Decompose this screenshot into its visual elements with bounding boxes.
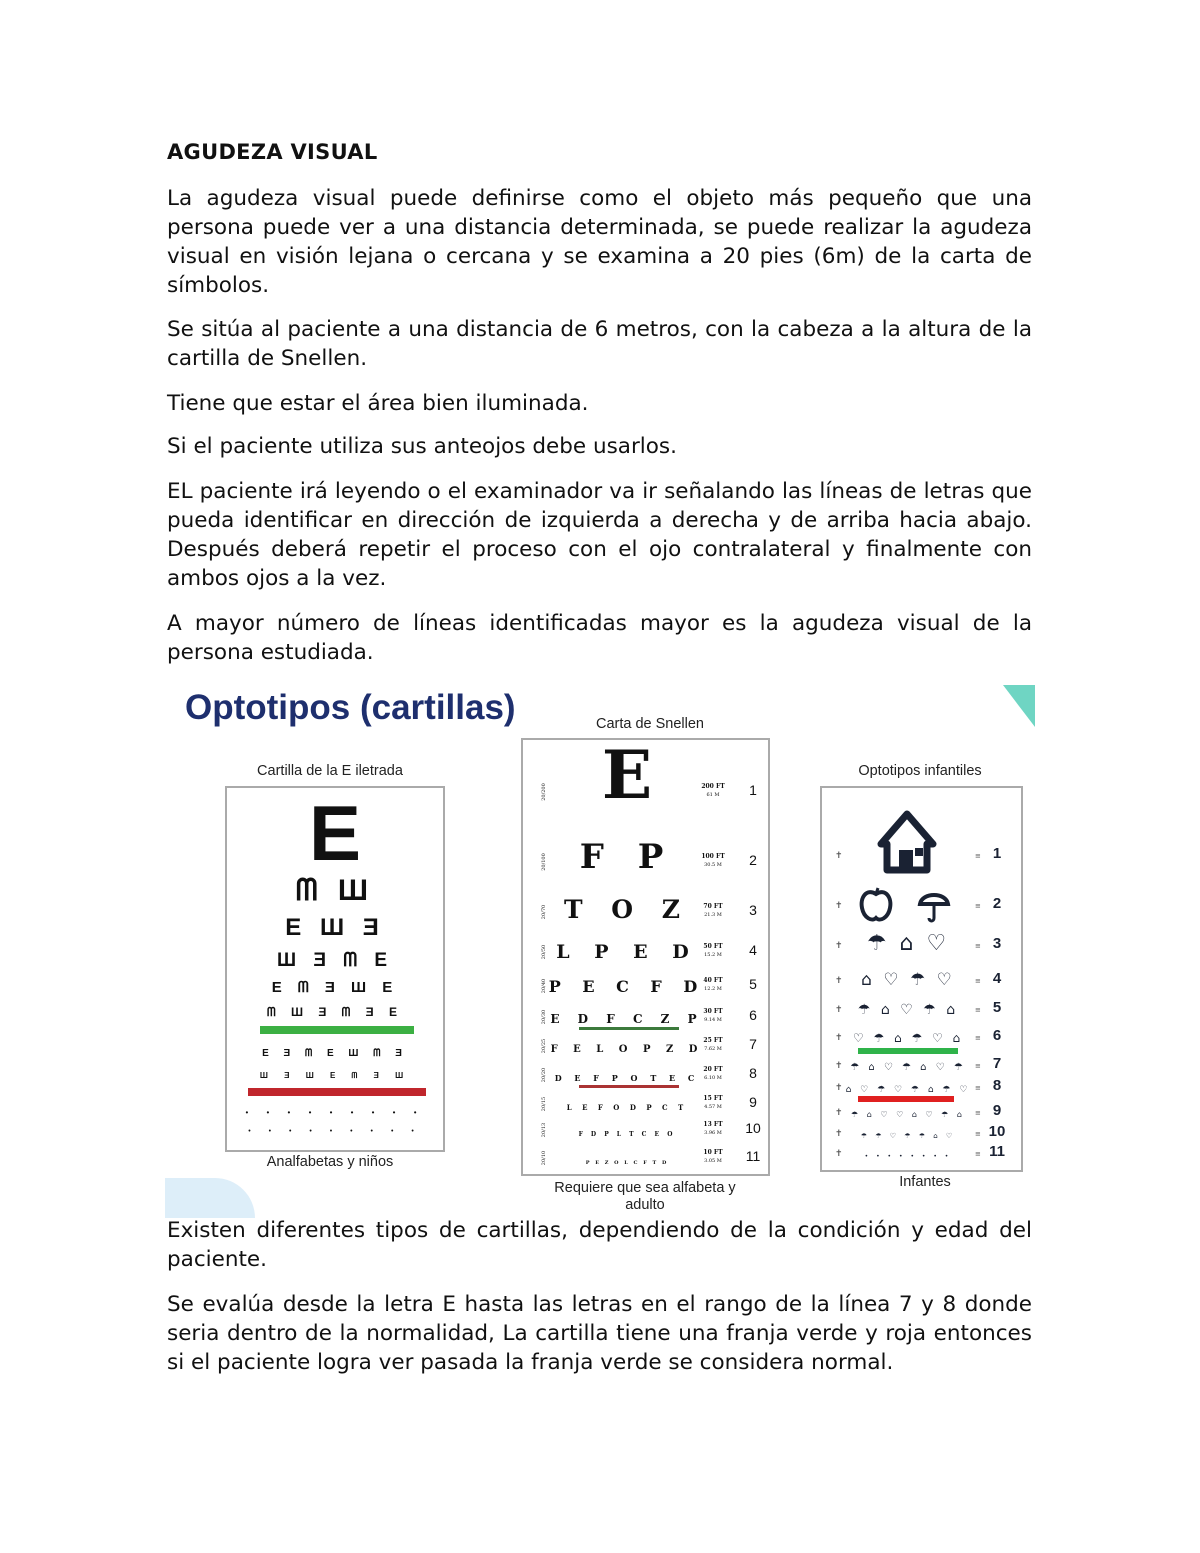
snellen-graphic (523, 740, 768, 1174)
snellen-row-letters: L E F O D P C T (566, 1103, 688, 1112)
snellen-row-feet: 30 FT (703, 1008, 723, 1015)
snellen-row-meters: 61 M (706, 792, 720, 798)
snellen-row-number: 9 (749, 1094, 757, 1110)
snellen-row-ratio: 20/100 (541, 853, 547, 871)
infantil-row-tick: ≡ (975, 852, 981, 860)
infantil-row-number: 9 (992, 1102, 1002, 1119)
snellen-row-ratio: 20/13 (541, 1122, 547, 1138)
infantil-row-symbols: ⌂ ♡ ☂ ♡ (861, 970, 955, 990)
e-chart-red-band (248, 1088, 426, 1096)
infantil-row-number: 7 (992, 1055, 1002, 1072)
infantil-row-tick: ≡ (975, 1062, 981, 1070)
snellen-row-number: 8 (749, 1065, 757, 1081)
e-chart-row-9: • • • • • • • • • (245, 1108, 425, 1117)
infantil-row-marker: ✝ (835, 1033, 843, 1043)
infantil-row-tick: ≡ (975, 942, 981, 950)
infantil-row-tick: ≡ (975, 977, 981, 985)
snellen-row-letters: P E C F D (548, 977, 706, 996)
snellen-row-number: 2 (749, 852, 757, 868)
e-chart-row-4: Ш Ǝ ᗰ E (277, 950, 393, 971)
infantil-row-marker: ✝ (835, 1061, 843, 1071)
infantil-row-number: 3 (992, 935, 1002, 952)
snellen-row-number: 7 (749, 1036, 757, 1052)
umbrella-icon (920, 895, 948, 921)
paragraph: La agudeza visual puede definirse como el objeto más pequeño que una persona puede ver a una distancia determinada, se puede realizar la agudeza visual en visión lejana o cercana y se examina a 20 pies (6m) de la carta de símbolos. (167, 186, 1032, 298)
snellen-chart (521, 738, 770, 1176)
infantil-row-marker: ✝ (835, 1149, 843, 1159)
snellen-row-feet: 200 FT (701, 783, 725, 790)
infantil-row-number: 6 (992, 1027, 1002, 1044)
decorative-blob (165, 1178, 255, 1218)
house-icon (881, 814, 933, 870)
snellen-row-letters: D E F P O T E C (554, 1073, 700, 1083)
snellen-row-meters: 3.96 M (704, 1130, 722, 1136)
snellen-row-ratio: 20/40 (541, 978, 547, 994)
infantil-row-marker: ✝ (835, 1108, 843, 1118)
infantil-row-marker: ✝ (835, 1005, 843, 1015)
snellen-row-letters: E D F C Z P (550, 1012, 704, 1026)
infantil-row-number: 10 (988, 1123, 1006, 1140)
e-chart-row-5: E ᗰ Ǝ Ш E (271, 979, 399, 996)
snellen-row-ratio: 20/20 (541, 1067, 547, 1083)
e-chart-caption-top: Cartilla de la E iletrada (257, 763, 403, 779)
snellen-row-meters: 12.2 M (704, 986, 722, 992)
e-chart-caption-bottom: Analfabetas y niños (266, 1154, 394, 1170)
paragraph: A mayor número de líneas identificadas mayor es la agudeza visual de la persona estudiada. (167, 611, 1032, 665)
snellen-row-letters: F P (579, 837, 675, 877)
snellen-row-number: 4 (749, 942, 757, 958)
snellen-row-number: 1 (749, 782, 757, 798)
e-chart-row-2: ᗰ Ш (295, 874, 375, 907)
infantil-row-symbols: • • • • • • • • (864, 1153, 952, 1160)
snellen-row-feet: 13 FT (703, 1121, 723, 1128)
e-chart-row-1: E (308, 789, 362, 877)
optotipos-figure (165, 683, 1035, 1218)
snellen-row-feet: 10 FT (703, 1149, 723, 1156)
snellen-row-feet: 15 FT (703, 1095, 723, 1102)
infantil-row-number: 8 (992, 1077, 1002, 1094)
infantil-row-marker: ✝ (835, 941, 843, 951)
e-chart-row-7: E Ǝ ᗰ E Ш ᗰ Ǝ (262, 1048, 408, 1059)
e-chart (225, 786, 445, 1152)
snellen-row-ratio: 20/30 (541, 1009, 547, 1025)
decorative-corner (1003, 685, 1035, 727)
infantil-row-number: 2 (992, 895, 1002, 912)
infantil-row-number: 1 (992, 845, 1002, 862)
snellen-row-meters: 30.5 M (704, 862, 722, 868)
infantil-graphic (822, 788, 1021, 1170)
infantil-row-marker: ✝ (835, 1083, 843, 1093)
snellen-row-meters: 15.2 M (704, 952, 722, 958)
e-chart-row-3: E Ш Ǝ (285, 914, 385, 941)
snellen-row-meters: 4.57 M (704, 1104, 722, 1110)
e-chart-row-8: Ш Ǝ Ш E ᗰ Ǝ Ш (259, 1071, 411, 1080)
snellen-row-number: 3 (749, 902, 757, 918)
infantil-row-number: 11 (989, 1143, 1005, 1160)
infantil-red-band (858, 1096, 954, 1102)
infantil-row-marker: ✝ (835, 851, 843, 861)
snellen-row-letters: E (601, 740, 653, 814)
snellen-caption-bottom: Requiere que sea alfabeta y adulto (554, 1180, 736, 1213)
snellen-row-ratio: 20/50 (541, 944, 547, 960)
infantil-row-symbols: ♡ ☂ ⌂ ☂ ♡ ⌂ (852, 1031, 964, 1045)
infantil-row-symbols: ☂ ⌂ ♡ ☂ ⌂ (857, 1002, 959, 1018)
paragraph: EL paciente irá leyendo o el examinador va ir señalando las líneas de letras que pueda identificar en dirección de izquierda a derecha y de arriba hacia abajo. Después deberá repetir el proceso con el ojo contralateral y finalmente con ambos ojos a la vez. (167, 479, 1032, 591)
snellen-row-ratio: 20/70 (541, 904, 547, 920)
paragraph: Existen diferentes tipos de cartillas, dependiendo de la condición y edad del paciente. (167, 1218, 1032, 1272)
infantil-row-tick: ≡ (975, 1084, 981, 1092)
snellen-row-feet: 25 FT (703, 1037, 723, 1044)
snellen-row-ratio: 20/10 (541, 1150, 547, 1166)
infantil-caption-bottom: Infantes (899, 1174, 951, 1190)
snellen-row-ratio: 20/25 (541, 1038, 547, 1054)
apple-icon (862, 888, 891, 920)
snellen-red-line (579, 1085, 679, 1088)
snellen-caption-top: Carta de Snellen (595, 716, 704, 732)
snellen-row-meters: 21.3 M (704, 912, 722, 918)
snellen-row-meters: 9.14 M (704, 1017, 722, 1023)
infantil-row-number: 4 (992, 970, 1002, 987)
e-chart-row-10: • • • • • • • • • (248, 1128, 422, 1135)
paragraph: Si el paciente utiliza sus anteojos debe usarlos. (167, 434, 677, 459)
infantil-row-tick: ≡ (975, 1150, 981, 1158)
infantil-row-tick: ≡ (975, 1130, 981, 1138)
e-chart-graphic (227, 788, 443, 1150)
snellen-row-letters: F E L O P Z D (550, 1044, 704, 1055)
snellen-row-feet: 40 FT (703, 977, 723, 984)
infantil-row-tick: ≡ (975, 1109, 981, 1117)
snellen-row-meters: 3.05 M (704, 1158, 722, 1164)
paragraph: Se evalúa desde la letra E hasta las letras en el rango de la línea 7 y 8 donde seria dentro de la normalidad, La cartilla tiene una franja verde y roja entonces si el paciente logra ver pasada la franja verde se considera normal. (167, 1292, 1032, 1375)
snellen-row-meters: 7.62 M (704, 1046, 722, 1052)
infantil-row-symbols: ⌂ ♡ ☂ ♡ ☂ ⌂ ☂ ♡ (845, 1085, 971, 1095)
snellen-row-letters: T O Z (563, 895, 691, 924)
figure-title: Optotipos (cartillas) (185, 688, 516, 727)
snellen-row-feet: 20 FT (703, 1066, 723, 1073)
infantil-row-tick: ≡ (975, 1006, 981, 1014)
e-chart-row-6: ᗰ Ш Ǝ ᗰ Ǝ E (266, 1005, 404, 1019)
infantil-row-number: 5 (992, 999, 1002, 1016)
infantil-row-symbols: ☂ ⌂ ♡ (866, 931, 950, 956)
infantil-chart (820, 786, 1023, 1172)
e-chart-green-band (260, 1026, 414, 1034)
infantil-row-tick: ≡ (975, 902, 981, 910)
infantil-row-marker: ✝ (835, 976, 843, 986)
infantil-row-symbols: ☂ ⌂ ♡ ♡ ⌂ ♡ ☂ ⌂ (851, 1110, 965, 1119)
infantil-row-tick: ≡ (975, 1034, 981, 1042)
snellen-row-number: 11 (745, 1148, 761, 1164)
page-title: AGUDEZA VISUAL (167, 140, 378, 164)
snellen-row-letters: F D P L T C E O (578, 1131, 676, 1138)
snellen-row-feet: 50 FT (703, 943, 723, 950)
snellen-row-number: 6 (749, 1007, 757, 1023)
snellen-row-number: 5 (749, 976, 757, 992)
snellen-row-letters: P E Z O L C F T D (585, 1160, 669, 1166)
snellen-row-ratio: 20/15 (541, 1096, 547, 1112)
snellen-row-number: 10 (745, 1120, 761, 1136)
infantil-green-band (858, 1048, 958, 1054)
infantil-caption-top: Optotipos infantiles (858, 763, 982, 779)
snellen-row-feet: 70 FT (703, 903, 723, 910)
infantil-row-marker: ✝ (835, 901, 843, 911)
infantil-row-symbols: ☂ ☂ ♡ ☂ ☂ ⌂ ♡ (860, 1132, 956, 1140)
snellen-green-line (579, 1027, 679, 1030)
paragraph: Tiene que estar el área bien iluminada. (167, 391, 589, 416)
snellen-row-ratio: 20/200 (541, 783, 547, 801)
snellen-row-feet: 100 FT (701, 853, 725, 860)
infantil-row-marker: ✝ (835, 1129, 843, 1139)
snellen-row-letters: L P E D (556, 941, 698, 963)
snellen-row-meters: 6.10 M (704, 1075, 722, 1081)
paragraph: Se sitúa al paciente a una distancia de 6 metros, con la cabeza a la altura de la cartilla de Snellen. (167, 317, 1032, 371)
infantil-row-symbols: ☂ ⌂ ♡ ☂ ⌂ ♡ ☂ (850, 1062, 966, 1073)
